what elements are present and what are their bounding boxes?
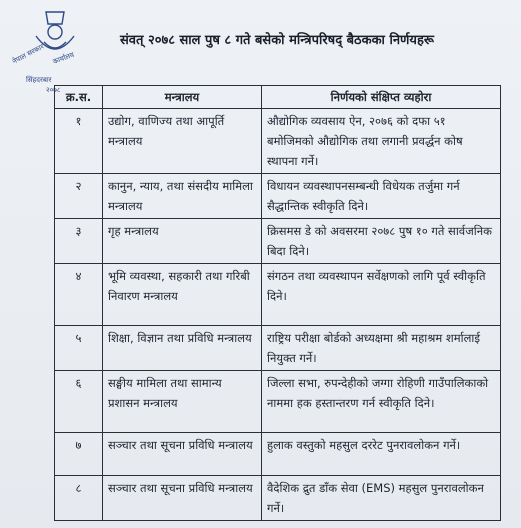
table-row bbox=[55, 174, 501, 219]
ministry-cell: सञ्चार तथा सूचना प्रविधि मन्त्रालय bbox=[103, 476, 262, 521]
table-row bbox=[55, 264, 501, 326]
ministry-cell: गृह मन्त्रालय bbox=[103, 219, 262, 264]
header-serial: क्र.स. bbox=[55, 86, 103, 109]
svg-text:सिंहदरबार: सिंहदरबार bbox=[26, 76, 52, 84]
svg-text:२०७८: २०७८ bbox=[46, 86, 61, 94]
decision-cell: वैदेशिक द्रुत डाँक सेवा (EMS) महसुल पुनरावलोकन गर्ने। bbox=[262, 476, 501, 521]
decision-cell: हुलाक वस्तुको महसुल दररेट पुनरावलोकन गर्ने। bbox=[262, 433, 501, 476]
serial-cell: ५ bbox=[55, 326, 103, 371]
serial-cell: ८ bbox=[55, 476, 103, 521]
ministry-cell: शिक्षा, विज्ञान तथा प्रविधि मन्त्रालय bbox=[103, 326, 262, 371]
government-seal bbox=[6, 2, 102, 94]
ministry-cell: सञ्चार तथा सूचना प्रविधि मन्त्रालय bbox=[103, 433, 262, 476]
table-row bbox=[55, 326, 501, 371]
header-decision: निर्णयको संक्षिप्त व्यहोरा bbox=[262, 86, 501, 109]
ministry-cell: सङ्घीय मामिला तथा सामान्य प्रशासन मन्त्रालय bbox=[103, 371, 262, 433]
ministry-cell: उद्योग, वाणिज्य तथा आपूर्ति मन्त्रालय bbox=[103, 109, 262, 174]
serial-cell: ४ bbox=[55, 264, 103, 326]
decision-cell: संगठन तथा व्यवस्थापन सर्वेक्षणको लागि पूर्व स्वीकृति दिने। bbox=[262, 264, 501, 326]
table-row bbox=[55, 433, 501, 476]
svg-text:नेपाल सरकार: नेपाल सरकार bbox=[11, 42, 46, 66]
serial-cell: ७ bbox=[55, 433, 103, 476]
ministry-cell: कानुन, न्याय, तथा संसदीय मामिला मन्त्रालय bbox=[103, 174, 262, 219]
page-title: संवत् २०७८ साल पुष ८ गते बसेको मन्त्रिपरिषद् बैठकका निर्णयहरू bbox=[120, 33, 434, 48]
serial-cell: ३ bbox=[55, 219, 103, 264]
table-row bbox=[55, 219, 501, 264]
decisions-table bbox=[54, 85, 501, 521]
ministry-cell: भूमि व्यवस्था, सहकारी तथा गरिबी निवारण मन्त्रालय bbox=[103, 264, 262, 326]
svg-text:कार्यालय: कार्यालय bbox=[51, 50, 76, 66]
decision-cell: राष्ट्रिय परीक्षा बोर्डको अध्यक्षमा श्री महाश्रम शर्मालाई नियुक्त गर्ने। bbox=[262, 326, 501, 371]
table-row bbox=[55, 109, 501, 174]
serial-cell: ६ bbox=[55, 371, 103, 433]
table-header-row bbox=[55, 86, 501, 109]
decision-cell: क्रिसमस डे को अवसरमा २०७८ पुष १० गते सार्वजनिक बिदा दिने। bbox=[262, 219, 501, 264]
decision-cell: औद्योगिक व्यवसाय ऐन, २०७६ को दफा ५१ बमोजिमको औद्योगिक तथा लगानी प्रवर्द्धन कोष स्थापना गर्ने। bbox=[262, 109, 501, 174]
table-row bbox=[55, 476, 501, 521]
header-ministry: मन्त्रालय bbox=[103, 86, 262, 109]
serial-cell: १ bbox=[55, 109, 103, 174]
table-row bbox=[55, 371, 501, 433]
decision-cell: विधायन व्यवस्थापनसम्बन्धी विधेयक तर्जुमा गर्न सैद्धान्तिक स्वीकृति दिने। bbox=[262, 174, 501, 219]
decision-cell: जिल्ला सभा, रुपन्देहीको जग्गा रोहिणी गाउँपालिकाको नाममा हक हस्तान्तरण गर्न स्वीकृति दिने। bbox=[262, 371, 501, 433]
serial-cell: २ bbox=[55, 174, 103, 219]
